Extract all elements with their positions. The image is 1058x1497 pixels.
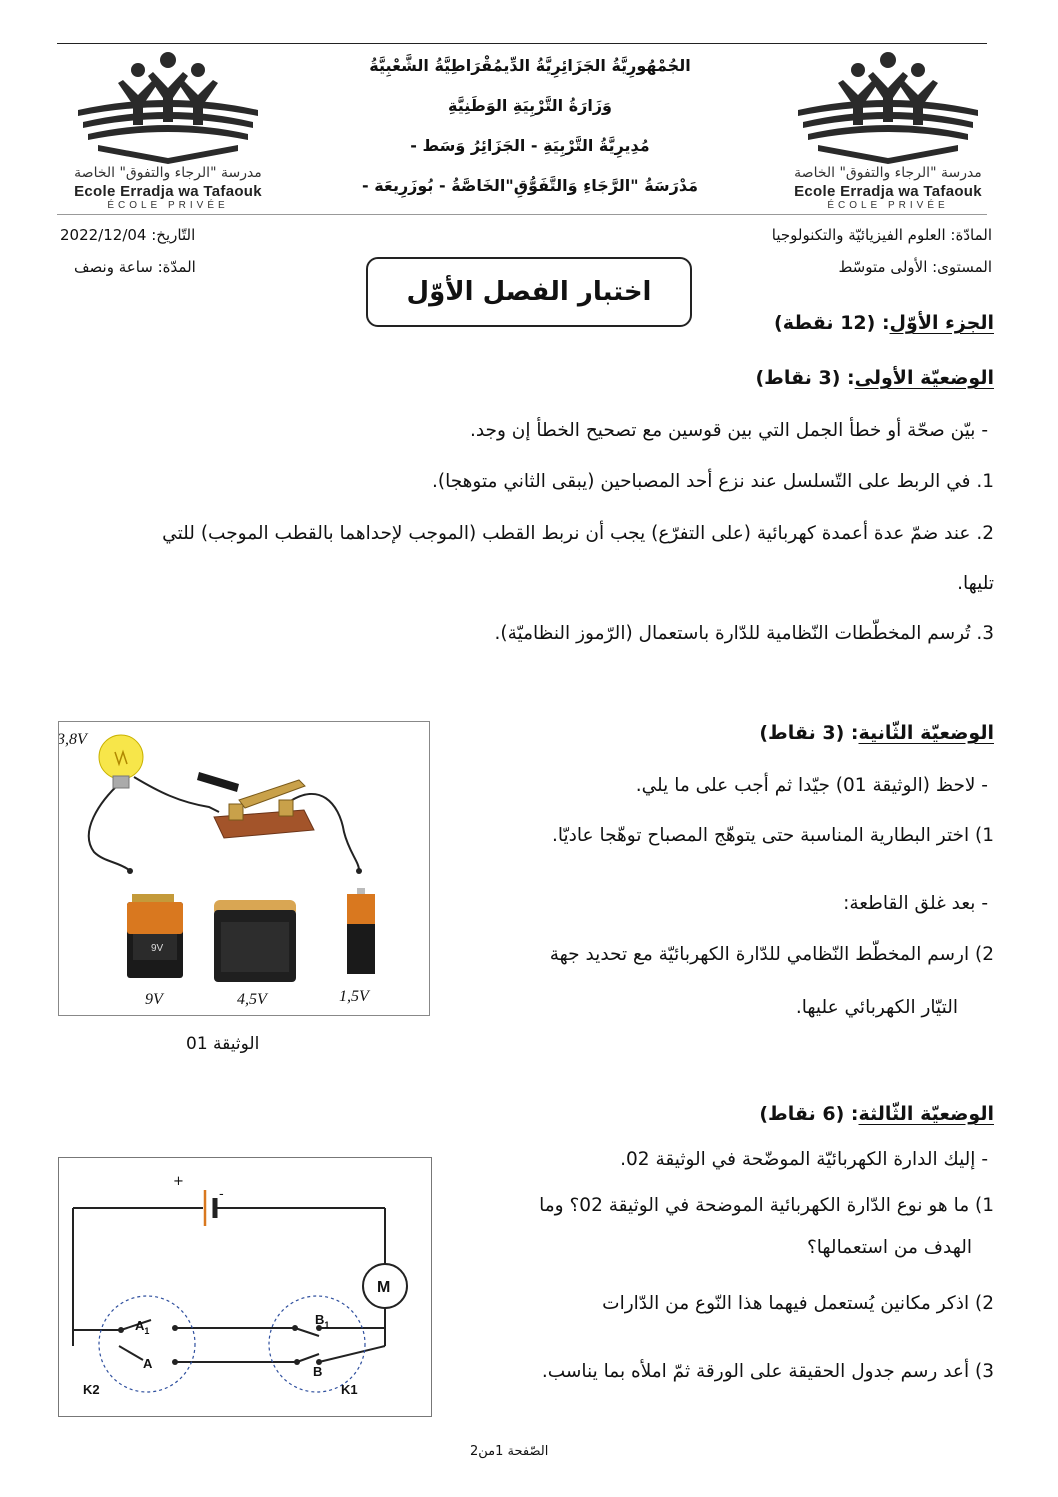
s2-question-2-cont: التيّار الكهربائي عليها. bbox=[795, 997, 958, 1018]
s3-question-3: 3) أعد رسم جدول الحقيقة على الورقة ثمّ املأه بما يناسب. bbox=[541, 1361, 994, 1382]
logo-french-name: Ecole Erradja wa Tafaouk bbox=[74, 183, 262, 200]
battery-9v-print: 9V bbox=[151, 943, 164, 954]
part1-points: : (12 نقطة) bbox=[774, 312, 890, 334]
part1-title: الجزء الأوّل bbox=[889, 312, 994, 334]
contact-b-label: B bbox=[313, 1364, 323, 1379]
contact-b1-label: $B_1$ bbox=[315, 1312, 330, 1330]
header-republic: الجُمْهُورِيَّةُ الجَزَائِرِيَّةُ الدِّيمُقْرَاطِيَّةُ الشَّعْبِيَّةُ bbox=[369, 56, 691, 75]
exam-title: اختبار الفصل الأوّل bbox=[366, 257, 692, 327]
battery-plus-sign: + bbox=[173, 1174, 184, 1189]
s2-title: الوضعيّة الثّانية bbox=[858, 722, 994, 744]
knife-switch-icon bbox=[197, 772, 314, 838]
document-01-figure bbox=[58, 721, 430, 1016]
battery-4-5v-label: 4,5V bbox=[237, 991, 267, 1008]
date-line bbox=[60, 226, 195, 244]
page-number: الصّفحة 1من2 bbox=[470, 1444, 549, 1459]
s2-after-closing: - بعد غلق القاطعة: bbox=[843, 893, 988, 914]
battery-minus-sign: - bbox=[219, 1187, 224, 1202]
lamp-icon bbox=[99, 735, 143, 788]
logo-arabic-name: مدرسة "الرجاء والتفوق" الخاصة bbox=[794, 165, 982, 181]
lamp-motor-circuit-diagram bbox=[59, 1158, 431, 1416]
header-directorate: مُدِيرِيَّةُ التَّرْبِيَةِ - الجَزَائِرُ وَسَط - bbox=[410, 136, 650, 155]
part1-heading bbox=[774, 312, 994, 334]
logo-french-subtitle: ÉCOLE PRIVÉE bbox=[827, 200, 949, 211]
battery-9v-label: 9V bbox=[145, 991, 163, 1008]
header-rule bbox=[57, 214, 987, 215]
battery-4-5v-icon bbox=[214, 900, 296, 982]
duration-label: المدّة: ساعة ونصف bbox=[74, 258, 196, 276]
school-logo-left bbox=[58, 50, 278, 210]
logo-french-name: Ecole Erradja wa Tafaouk bbox=[794, 183, 982, 200]
school-logo-right bbox=[778, 50, 998, 210]
s2-question-1: 1) اختر البطارية المناسبة حتى يتوهّج المصباح توهّجا عاديّا. bbox=[552, 825, 994, 846]
subject-label: المادّة: العلوم الفيزيائيّة والتكنولوجيا bbox=[771, 226, 992, 244]
s1-heading bbox=[756, 367, 995, 389]
battery-1-5v-icon bbox=[347, 888, 375, 974]
document-01-caption: الوثيقة 01 bbox=[186, 1034, 260, 1054]
logo-french-subtitle: ÉCOLE PRIVÉE bbox=[107, 200, 229, 211]
motor-label: M bbox=[377, 1279, 391, 1296]
lamp-voltage-label: 3,8V bbox=[59, 731, 87, 748]
s1-title: الوضعيّة الأولى bbox=[854, 367, 994, 389]
s3-question-1-cont: الهدف من استعمالها؟ bbox=[806, 1237, 972, 1258]
switch-k2-label: K2 bbox=[83, 1382, 100, 1397]
s1-question-2: 2. عند ضمّ عدة أعمدة كهربائية (على التفرّع) يجب أن نربط القطب (الموجب لإحداهما بالقطب الموجب) للتي bbox=[162, 523, 994, 544]
date-label: التّاريخ: bbox=[151, 226, 196, 244]
s1-question-1: 1. في الربط على التّسلسل عند نزع أحد المصباحين (يبقى الثاني متوهجا). bbox=[431, 471, 994, 492]
top-rule bbox=[57, 43, 987, 44]
logo-figures-icon bbox=[58, 50, 278, 165]
s3-title: الوضعيّة الثّالثة bbox=[858, 1103, 994, 1125]
contact-a1-label: $A_1$ bbox=[135, 1318, 150, 1336]
s2-points: : (3 نقاط) bbox=[759, 722, 859, 744]
level-label: المستوى: الأولى متوسّط bbox=[838, 258, 992, 276]
document-02-figure bbox=[58, 1157, 432, 1417]
battery-1-5v-label: 1,5V bbox=[339, 988, 369, 1005]
s3-intro: - إليك الدارة الكهربائيّة الموضّحة في الوثيقة 02. bbox=[620, 1149, 988, 1170]
s2-heading bbox=[759, 722, 994, 744]
s2-intro: - لاحظ (الوثيقة 01) جيّدا ثم أجب على ما يلي. bbox=[635, 775, 988, 796]
s1-question-2-cont: تليها. bbox=[957, 573, 994, 594]
s2-question-2: 2) ارسم المخطّط النّظامي للدّارة الكهربائيّة مع تحديد جهة bbox=[549, 944, 994, 965]
s3-question-2: 2) اذكر مكانين يُستعمل فيهما هذا النّوع من الدّارات bbox=[602, 1293, 994, 1314]
s3-question-1: 1) ما هو نوع الدّارة الكهربائية الموضحة في الوثيقة 02؟ وما bbox=[539, 1195, 994, 1216]
logo-arabic-name: مدرسة "الرجاء والتفوق" الخاصة bbox=[74, 165, 262, 181]
battery-symbol-icon bbox=[205, 1190, 215, 1226]
s1-points: : (3 نقاط) bbox=[755, 367, 855, 389]
date-value: 2022/12/04 bbox=[60, 226, 147, 244]
header-ministry: وَزَارَةُ التَّرْبِيَةِ الوَطَنِيَّةِ bbox=[447, 96, 612, 115]
s1-question-3: 3. تُرسم المخطّطات النّظامية للدّارة باستعمال (الرّموز النظاميّة). bbox=[494, 623, 994, 644]
battery-9v-icon bbox=[127, 894, 183, 978]
s1-intro: - بيّن صحّة أو خطأ الجمل التي بين قوسين مع تصحيح الخطأ إن وجد. bbox=[469, 420, 988, 441]
contact-a-label: A bbox=[143, 1356, 153, 1371]
logo-figures-icon bbox=[778, 50, 998, 165]
header-school: مَدْرَسَةُ "الرَّجَاءِ وَالتَّفَوُّقِ"الخَاصَّةُ - بُوزَرِيعَة - bbox=[362, 176, 698, 195]
switch-k2-outline bbox=[99, 1296, 195, 1392]
s3-points: : (6 نقاط) bbox=[759, 1103, 859, 1125]
s3-heading bbox=[759, 1103, 994, 1125]
circuit-photo bbox=[59, 722, 429, 1015]
header-block bbox=[330, 56, 730, 216]
switch-k1-label: K1 bbox=[341, 1382, 358, 1397]
